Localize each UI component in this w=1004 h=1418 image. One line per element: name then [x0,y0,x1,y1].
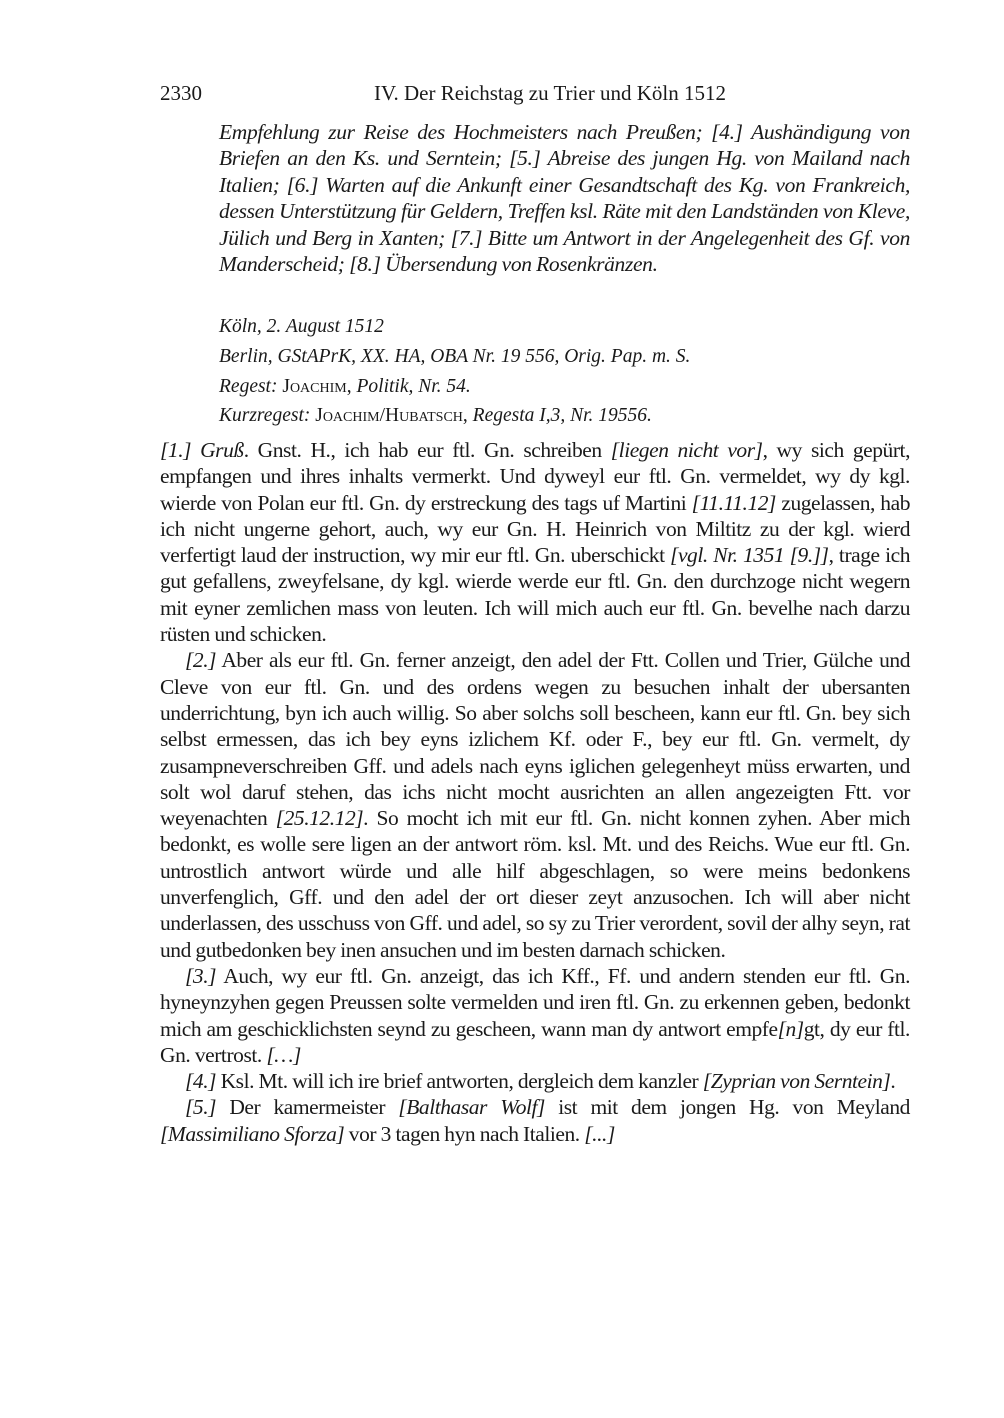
kurzregest-author: Joachim/Hubatsch [315,405,463,426]
text-run: ist mit dem jongen Hg. von Meyland [544,1095,910,1120]
editorial-italic-run: [25.12.12] [275,806,364,831]
regest-work: Politik, Nr. 54. [356,376,471,397]
regest-sep: , [346,376,352,397]
regest-author: Joachim [282,376,347,397]
page-number: 2330 [160,81,202,105]
archive-reference: Berlin, GStAPrK, XX. HA, OBA Nr. 19 556, Orig. Pap. m. S. [219,346,691,367]
paragraph-5 [160,1094,910,1147]
text-run: Der kamermeister [216,1095,399,1120]
text-run: , wy sich gepürt, empfangen und ihres inhalts vermerkt. Und dyweyl eur ftl. Gn. vermeldet, wy dy kgl. wierde von Polan eur ftl. Gn. dy erstreckung des tags uf Martini [160,438,910,515]
text-run: Aber als eur ftl. Gn. ferner anzeigt, den adel der Ftt. Collen und Trier, Gülche und Cleve von eur ftl. Gn. und des ordens wegen zu besuchen inhalt der ubersanten underrichtung, byn ich auch willig. So aber solchs soll bescheen, kann eur ftl. Gn. bey sich selbst ermessen, das ich bey eyns izlichem Kf. oder F., bey eur ftl. Gn. vermelt, dy zusampneverschreiben Gff. und adels nach eyns iglichen gelegenheyt müss erwarten, und solt wol daruf stehen, das ichs nicht mocht ausrichten an allen angezeigten Ftt. vor weyenachten [160,648,910,831]
running-head [160,78,910,108]
editorial-italic-run: [3.] [185,963,217,988]
regest-label: Regest: [219,376,278,397]
text-run: Ksl. Mt. will ich ire brief antworten, dergleich dem kanzler [216,1069,703,1094]
text-run: gt, dy eur ftl. Gn. vertrost. [160,1016,910,1067]
paragraph-2 [160,647,910,963]
editorial-italic-run: [Balthasar Wolf] [398,1095,545,1120]
editorial-italic-run: [Massimiliano Sforza] [160,1121,345,1146]
text-run: . [890,1069,896,1094]
kurzregest-sep: , [462,405,468,426]
editorial-italic-run: [5.] [185,1095,217,1120]
text-run: , trage ich gut gefallens, zweyfelsane, dy kgl. wierde werde eur ftl. Gn. den durchzoge nicht wegern mit eyner zemlichen mass von leuten. Ich will mich auch eur ftl. Gn. bevelhe nach darzu rüsten und schicken. [160,543,910,647]
kurzregest-work: Regesta I,3, Nr. 19556. [472,405,652,426]
paragraph-4 [160,1068,910,1094]
text-run: Auch, wy eur ftl. Gn. anzeigt, das ich Kff., Ff. und andern stenden eur ftl. Gn. hyneynzyhen gegen Preussen solte vermelden und iren ftl. Gn. zu erkennen geben, bedonkt mich am geschicklichsten seynd zu gescheen, wann man dy antwort empfe [160,963,910,1041]
editorial-italic-run: [vgl. Nr. 1351 [9.]] [670,543,829,568]
editorial-italic-run: [11.11.12] [691,490,776,515]
editorial-italic-run: [4.] [185,1069,217,1094]
paragraph-3 [160,963,910,1068]
editorial-italic-run: [n] [777,1016,804,1041]
kurzregest-label: Kurzregest: [219,405,311,426]
letter-body [160,437,910,1147]
editorial-italic-run: [2.] [185,648,217,673]
document-abstract: Empfehlung zur Reise des Hochmeisters nach Preußen; [4.] Aushändigung von Briefen an den Ks. und Serntein; [5.] Abreise des jungen Hg. von Mailand nach Italien; [6.] Warten auf die Ankunft einer Gesandtschaft des Kg. von Frankreich, dessen Unterstützung für Geldern, Treffen ksl. Räte mit den Landständen von Kleve, Jülich und Berg in Xanten; [7.] Bitte um Antwort in der Angelegenheit des Gf. von Manderscheid; [8.] Übersendung von Rosenkränzen. [219,120,910,277]
editorial-italic-run: [liegen nicht vor] [610,438,763,462]
text-run: . So mocht ich mit eur ftl. Gn. nicht konnen zyhen. Aber mich bedonkt, es wolle sere ligen an der antwort röm. ksl. Mt. und des Reichs. Wue eur ftl. Gn. untrostlich antwort würde und alle hilf abgeschlagen, so were meins bedonkens unverfenglich, Gff. und den adel der ort dieser zeyt anzusochen. Ich will aber nicht underlassen, des usschuss von Gff. und adel, so sy zu Trier verordent, sovil der alhy seyn, rat und gutbedonken bey inen ansuchen und im besten darnach schicken. [160,806,911,962]
kurzregest-line [219,403,910,429]
date-place: Köln, 2. August 1512 [219,316,384,337]
running-title: IV. Der Reichstag zu Trier und Köln 1512 [374,81,726,105]
text-run: . Gnst. H., ich hab eur ftl. Gn. schreiben [243,438,611,462]
paragraph-1 [160,437,910,647]
editorial-italic-run: [1.] Gruß [160,438,244,462]
editorial-italic-run: [Zyprian von Serntein] [702,1069,891,1094]
text-run: zugelassen, hab ich nicht ungerne gehort, auch, wy eur Gn. H. Heinrich von Miltitz zu der kgl. wierd verfertigt laud der instruction, wy mir eur ftl. Gn. uberschickt [160,490,911,568]
editorial-italic-run: [...] [584,1121,615,1146]
regest-line [219,374,910,400]
editorial-italic-run: […] [266,1042,301,1067]
text-run: vor 3 tagen hyn nach Italien. [344,1121,585,1146]
